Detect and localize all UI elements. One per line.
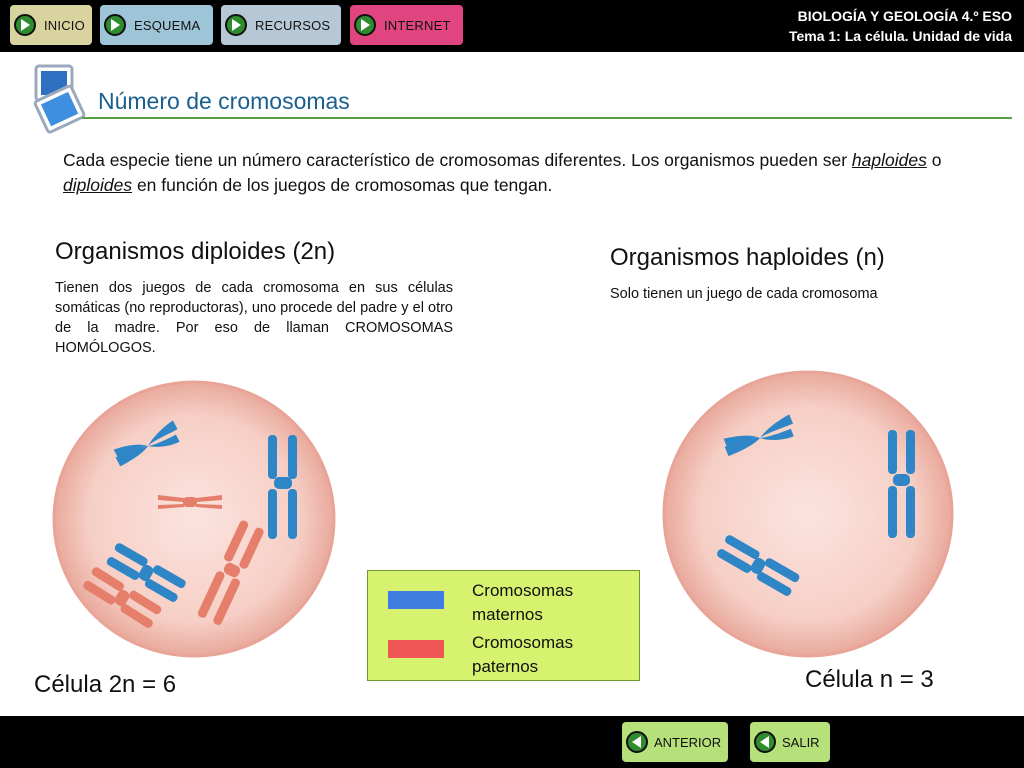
intro-text-middle: o	[926, 150, 942, 170]
nav-label-inicio: INICIO	[44, 17, 85, 33]
nav-label-recursos: RECURSOS	[255, 17, 331, 33]
legend-paternal-line1: Cromosomas	[472, 633, 574, 652]
chromosome-legend	[367, 570, 640, 681]
legend-swatch-paternal	[388, 640, 444, 658]
nav-label-esquema: ESQUEMA	[134, 17, 201, 33]
legend-label-paternal	[472, 631, 573, 679]
haploid-description: Solo tienen un juego de cada cromosoma	[610, 286, 878, 302]
page-title: Número de cromosomas	[98, 88, 350, 114]
nav-button-recursos[interactable]	[221, 5, 341, 45]
haploid-cell-caption: Célula n = 3	[805, 666, 934, 693]
legend-maternal-line2: maternos	[472, 605, 543, 624]
course-header	[789, 6, 1012, 46]
previous-button[interactable]	[622, 722, 728, 762]
intro-paragraph	[63, 148, 973, 198]
intro-text-end: en función de los juegos de cromosomas que tengan.	[132, 175, 553, 195]
unit-title: Tema 1: La célula. Unidad de vida	[788, 28, 1012, 44]
nav-label-internet: INTERNET	[384, 17, 451, 33]
legend-maternal-line1: Cromosomas	[472, 581, 574, 600]
diploid-heading: Organismos diploides (2n)	[55, 238, 336, 265]
play-icon	[225, 14, 247, 36]
back-arrow-icon	[754, 731, 776, 753]
legend-paternal-line2: paternos	[472, 657, 539, 676]
haploid-cell-illustration	[660, 368, 958, 664]
play-icon	[354, 14, 376, 36]
nav-button-inicio[interactable]	[10, 5, 92, 45]
legend-label-maternal	[472, 579, 573, 627]
term-link-haploides[interactable]: haploides	[851, 150, 927, 170]
legend-swatch-maternal	[388, 591, 444, 609]
intro-text-start: Cada especie tiene un número característico de cromosomas diferentes. Los organismos pueden ser	[63, 150, 852, 170]
diploid-description: Tienen dos juegos de cada cromosoma en sus células somáticas (no reproductoras), uno procede del padre y el otro de la madre. Por eso de llaman CROMOSOMAS HOMÓLOGOS.	[55, 280, 453, 356]
term-link-diploides[interactable]: diploides	[63, 175, 133, 195]
top-navigation-bar	[0, 0, 1024, 52]
diploid-cell-illustration	[50, 378, 340, 663]
play-icon	[14, 14, 36, 36]
course-title: BIOLOGÍA Y GEOLOGÍA 4.º ESO	[797, 8, 1012, 24]
nav-button-esquema[interactable]	[100, 5, 213, 45]
exit-label: SALIR	[782, 734, 820, 750]
nav-button-internet[interactable]	[350, 5, 463, 45]
title-divider	[82, 117, 1012, 119]
section-logo-icon	[32, 64, 88, 134]
back-arrow-icon	[626, 731, 648, 753]
haploid-heading: Organismos haploides (n)	[610, 244, 885, 271]
previous-label: ANTERIOR	[654, 734, 722, 750]
exit-button[interactable]	[750, 722, 830, 762]
diploid-cell-caption: Célula 2n = 6	[34, 671, 177, 698]
bottom-navigation-bar	[0, 716, 1024, 768]
play-icon	[104, 14, 126, 36]
